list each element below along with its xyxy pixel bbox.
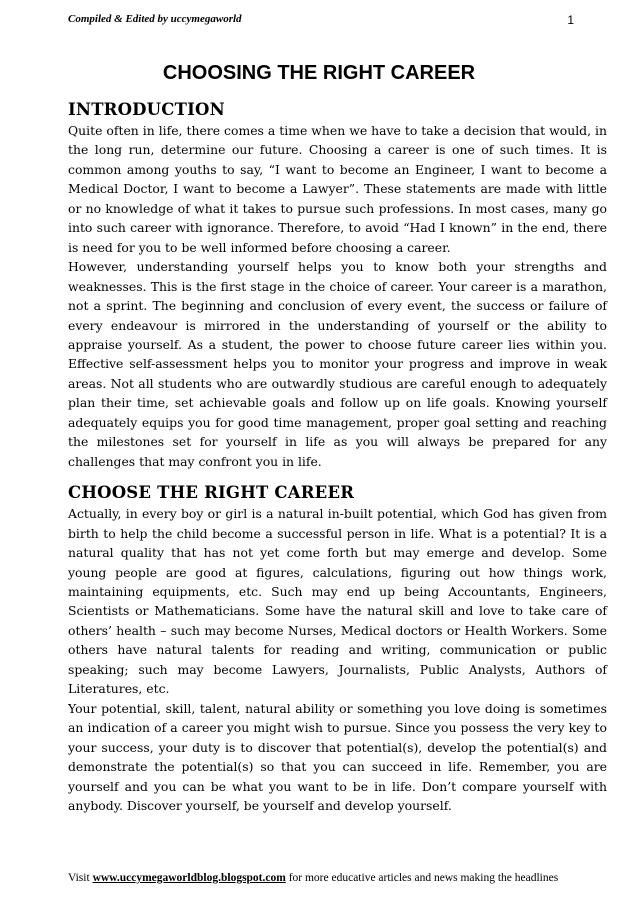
- paragraph: Actually, in every boy or girl is a natural in-built potential, which God has given from birth to help the child become a successful person in life. What is a potential? It is a natural quality that has not yet come forth but may emerge and develop. Some young people are good at figures, calculations, figuring out how things work, maintaining equipments, etc. Such may end up being Accountants, Engineers, Scientists or Mathematicians. Some have the natural skill and love to take care of others’ health – such may become Nurses, Medical doctors or Health Workers. Some others have natural talents for reading and writing, communication or public speaking; such may become Lawyers, Journalists, Public Analysts, Authors of Literatures, etc.: [68, 506, 607, 697]
- paragraph: Your potential, skill, talent, natural ability or something you love doing is sometimes an indication of a career you might wish to pursue. Since you possess the very key to your success, your duty is to discover that potential(s), develop the potential(s) and demonstrate the potential(s) so that you can succeed in life. Remember, you are yourself and you can be what you want to be in life. Don’t compare yourself with anybody. Discover yourself, be yourself and develop yourself.: [68, 700, 607, 813]
- section-heading-choose-career: CHOOSE THE RIGHT CAREER: [68, 483, 355, 503]
- document-body: [68, 98, 607, 815]
- page-number: 1: [567, 13, 574, 27]
- footer-suffix: for more educative articles and news making the headlines: [285, 872, 559, 884]
- page-header: [68, 13, 574, 29]
- footer-prefix: Visit: [68, 872, 93, 884]
- document-title: CHOOSING THE RIGHT CAREER: [162, 62, 476, 84]
- section-heading-introduction: INTRODUCTION: [68, 100, 225, 119]
- paragraph: Quite often in life, there comes a time when we have to take a decision that would, in the long run, determine our future. Choosing a career is one of such times. It is common among youths to say, “I want to become an Engineer, I want to become a Medical Doctor, I want to become a Lawyer”. These statements are made with little or no knowledge of what it takes to pursue such professions. In most cases, many go into such career with ignorance. Therefore, to avoid “Had I known” in the end, there is need for you to be well informed before choosing a career.: [68, 123, 607, 255]
- footer-link[interactable]: www.uccymegaworldblog.blogspot.com: [92, 872, 286, 884]
- paragraph: However, understanding yourself helps you to know both your strengths and weaknesses. This is the first stage in the choice of career. Your career is a marathon, not a sprint. The beginning and conclusion of every event, the success or failure of every endeavour is mirrored in the understanding of yourself or the ability to appraise yourself. As a student, the power to choose future career lies within you. Effective self-assessment helps you to monitor your progress and improve in weak areas. Not all students who are outwardly studious are careful enough to adequately plan their time, set achievable goals and follow up on life goals. Knowing yourself adequately equips you for good time management, proper goal setting and reaching the milestones set for yourself in life as you will always be prepared for any challenges that may confront you in life.: [68, 259, 607, 469]
- page-footer: [68, 872, 558, 884]
- header-credit: Compiled & Edited by uccymegaworld: [68, 13, 242, 25]
